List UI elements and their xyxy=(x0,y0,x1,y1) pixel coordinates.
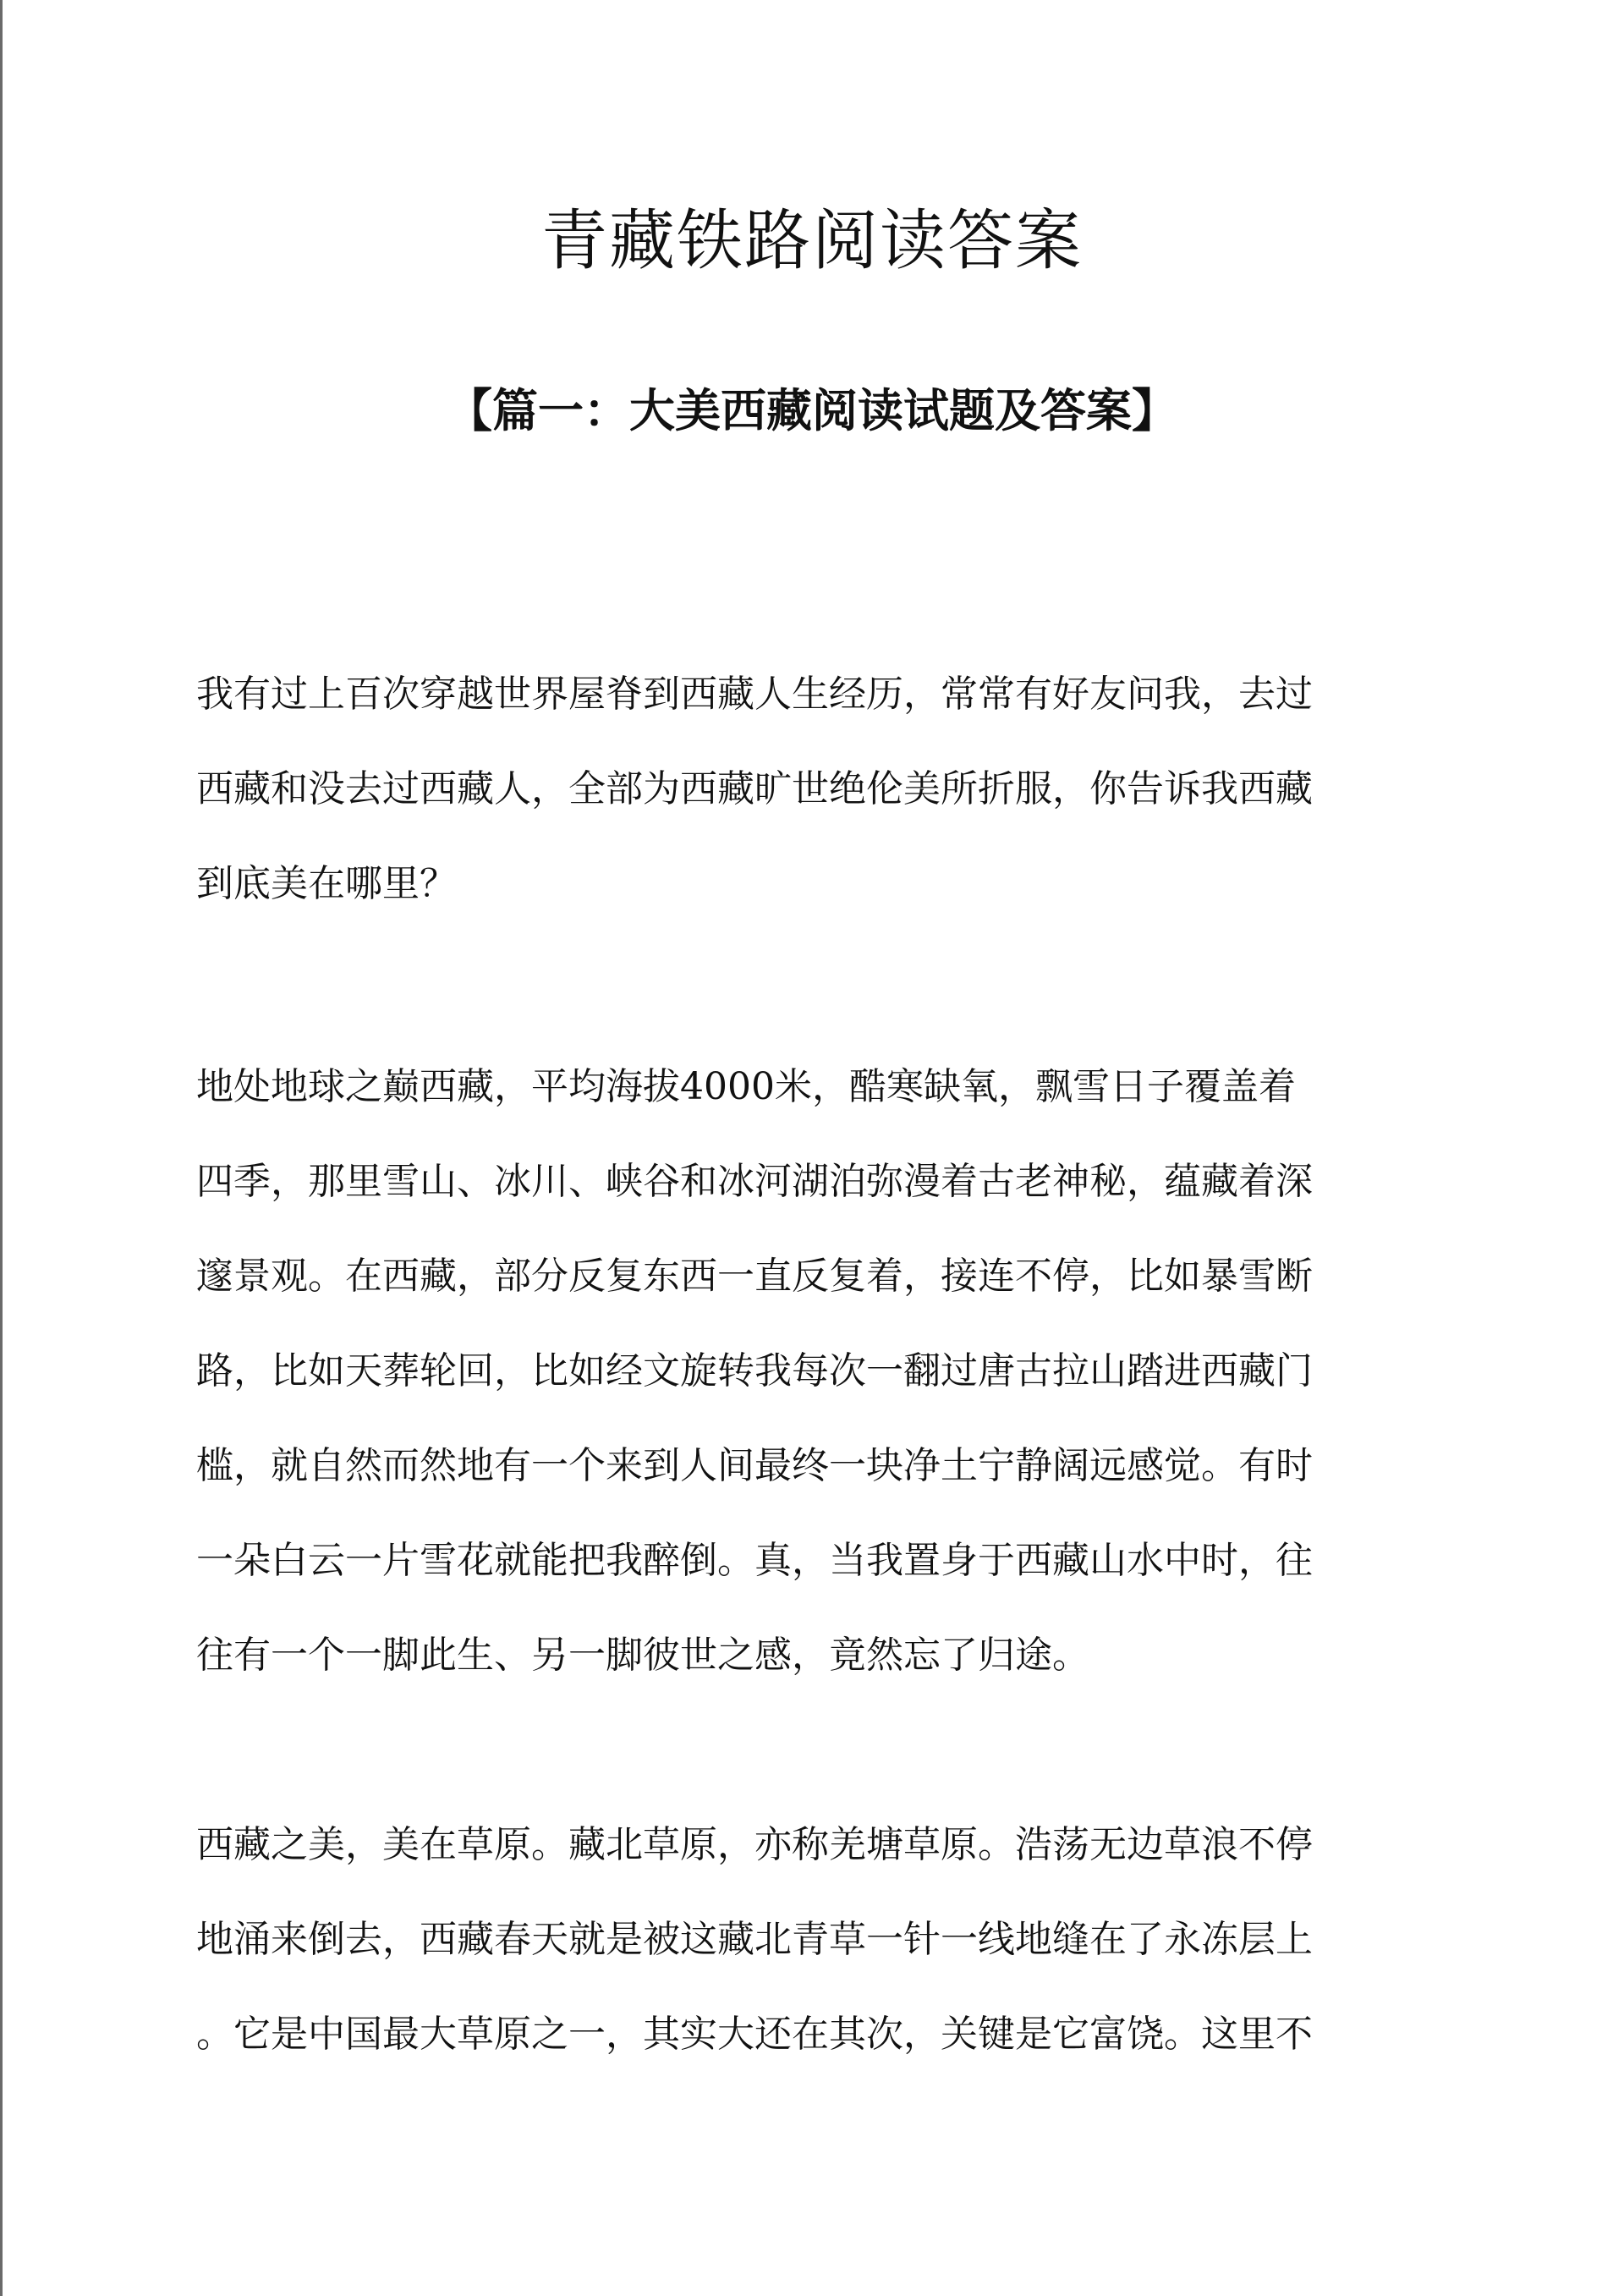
paragraph-line: 西藏之美，美在草原。藏北草原，亦称羌塘草原。浩荡无边草浪不停 xyxy=(196,1823,1313,1866)
page-border xyxy=(0,0,3,2296)
paragraph-line: 槛，就自然而然地有一个来到人间最终一块净土宁静阔远感觉。有时 xyxy=(196,1444,1313,1487)
paragraph-3 xyxy=(196,1798,1431,2082)
paragraph-line: 路，比如天葬轮回，比如经文旋转我每次一翻过唐古拉山踏进西藏门 xyxy=(196,1349,1313,1392)
paragraph-line: 邃景观。在西藏，部分反复东西一直反复着，接连不停，比如暴雪断 xyxy=(196,1255,1313,1298)
paragraph-line: 四季，那里雪山、冰川、峡谷和冰河湖泊弥漫着古老神秘，蕴藏着深 xyxy=(196,1160,1313,1203)
paragraph-line: 我有过上百次穿越世界屋脊到西藏人生经历，常常有好友问我，去过 xyxy=(196,673,1313,716)
document-title: 青藏铁路阅读答案 xyxy=(540,203,1083,279)
paragraph-1 xyxy=(196,647,1431,931)
paragraph-line: 地涌来倒去，西藏春天就是被这藏北青草一针一线地缝在了永冻层上 xyxy=(196,1918,1313,1961)
paragraph-line: 西藏和没去过西藏人，全部为西藏旷世绝伦美所折服，你告诉我西藏 xyxy=(196,767,1313,810)
paragraph-line: 到底美在哪里？ xyxy=(196,862,457,905)
paragraph-2 xyxy=(196,1040,1431,1703)
paragraph-line: 往有一个一脚此生、另一脚彼世之感，竟然忘了归途。 xyxy=(196,1634,1089,1677)
paragraph-line: 一朵白云一片雪花就能把我醉倒。真，当我置身于西藏山水中时，往 xyxy=(196,1539,1313,1582)
document-subtitle: 【篇一：大美西藏阅读试题及答案】 xyxy=(447,383,1177,437)
paragraph-line: 地处地球之巅西藏，平均海拔4000米，酷寒缺氧，飘雪日子覆盖着 xyxy=(196,1065,1296,1108)
paragraph-line: 。它是中国最大草原之一，其实大还在其次，关键是它富饶。这里不 xyxy=(196,2013,1313,2056)
